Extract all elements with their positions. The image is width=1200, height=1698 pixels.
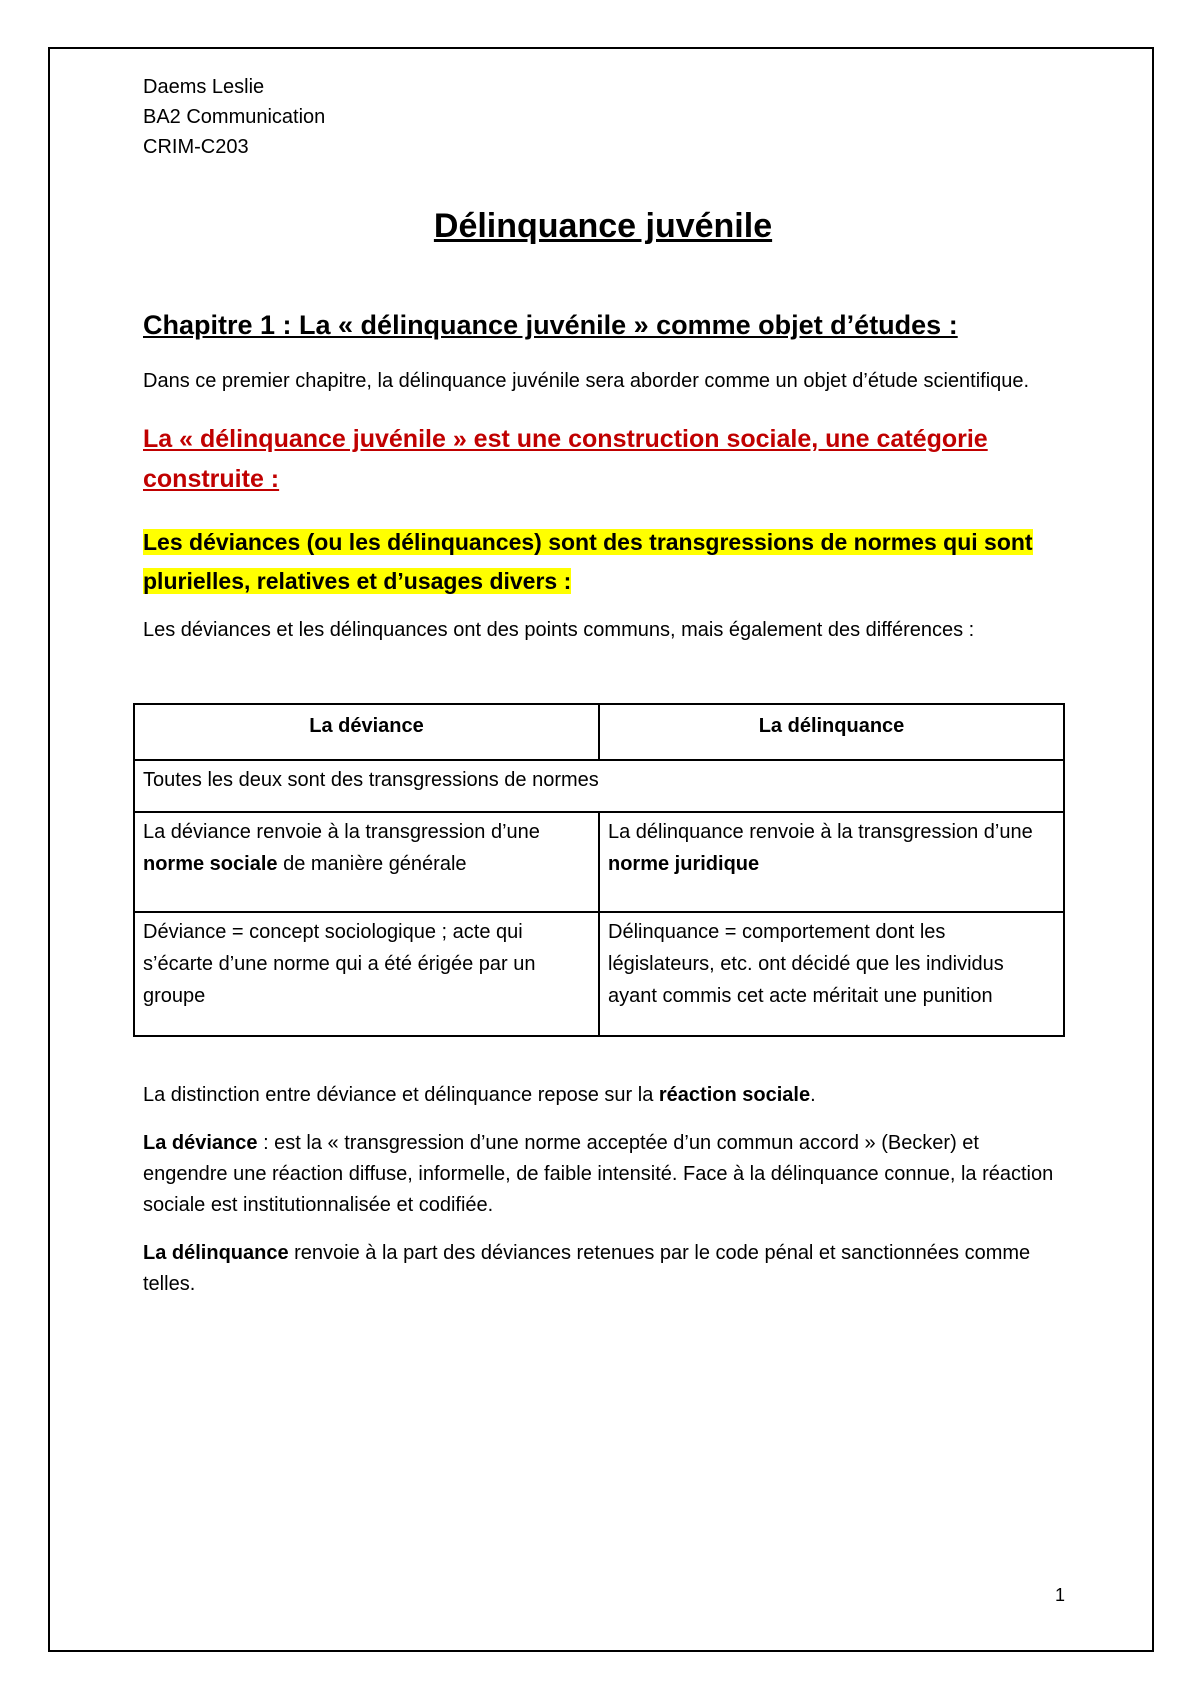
comparison-table bbox=[133, 703, 1065, 1037]
table-header-row bbox=[134, 704, 1064, 760]
program-name: BA2 Communication bbox=[143, 106, 326, 128]
paragraph-distinction bbox=[143, 1080, 1063, 1111]
document-body bbox=[143, 72, 1063, 1295]
table-cell-common: Toutes les deux sont des transgressions de normes bbox=[134, 760, 1064, 812]
cell-bold-text: norme juridique bbox=[608, 853, 760, 875]
closing-section bbox=[143, 1080, 1063, 1317]
intro-paragraph: Dans ce premier chapitre, la délinquance juvénile sera aborder comme un objet d’étude scientifique. bbox=[143, 370, 1030, 392]
highlighted-heading bbox=[143, 523, 1063, 601]
table-cell: Déviance = concept sociologique ; acte qui s’écarte d’une norme qui a été érigée par un groupe bbox=[134, 912, 599, 1036]
table-cell bbox=[599, 812, 1064, 912]
paragraph-deviance bbox=[143, 1128, 1063, 1221]
table-cell: Délinquance = comportement dont les législateurs, etc. ont décidé que les individus ayant commis cet acte méritait une punition bbox=[599, 912, 1064, 1036]
chapter-title: Chapitre 1 : La « délinquance juvénile » comme objet d’études : bbox=[143, 310, 958, 340]
cell-text: La délinquance renvoie à la transgression d’une bbox=[608, 821, 1033, 843]
paragraph-text: La distinction entre déviance et délinquance repose sur la bbox=[143, 1084, 659, 1106]
cell-bold-text: norme sociale bbox=[143, 853, 278, 875]
page-number: 1 bbox=[1055, 1585, 1066, 1605]
table-row bbox=[134, 912, 1064, 1036]
highlighted-heading-text: Les déviances (ou les délinquances) sont des transgressions de normes qui sont plurielles, relatives et d’usages divers : bbox=[143, 529, 1033, 594]
cell-text: La déviance renvoie à la transgression d’une bbox=[143, 821, 540, 843]
table-row bbox=[134, 760, 1064, 812]
paragraph-bold-text: réaction sociale bbox=[658, 1084, 811, 1106]
comparison-intro: Les déviances et les délinquances ont des points communs, mais également des différences : bbox=[143, 619, 975, 641]
paragraph-text: . bbox=[810, 1084, 816, 1106]
paragraph-bold-text: La délinquance bbox=[143, 1242, 289, 1264]
section-heading-red: La « délinquance juvénile » est une construction sociale, une catégorie construite : bbox=[143, 425, 988, 493]
paragraph-delinquance bbox=[143, 1238, 1063, 1300]
paragraph-bold-text: La déviance bbox=[143, 1132, 258, 1154]
table-header-delinquance: La délinquance bbox=[599, 704, 1064, 760]
table-header-deviance: La déviance bbox=[134, 704, 599, 760]
author-name: Daems Leslie bbox=[143, 76, 265, 98]
table-cell bbox=[134, 812, 599, 912]
document-title: Délinquance juvénile bbox=[433, 207, 773, 245]
table-row bbox=[134, 812, 1064, 912]
paragraph-text: renvoie à la part des déviances retenues par le code pénal et sanctionnées comme telles. bbox=[143, 1242, 1031, 1295]
course-code: CRIM-C203 bbox=[143, 136, 249, 158]
paragraph-text: : est la « transgression d’une norme acceptée d’un commun accord » (Becker) et engendre une réaction diffuse, informelle, de faible intensité. Face à la délinquance connue, la réaction sociale est institutionnalisée et codifiée. bbox=[143, 1132, 1054, 1216]
cell-text: de manière générale bbox=[277, 853, 467, 875]
